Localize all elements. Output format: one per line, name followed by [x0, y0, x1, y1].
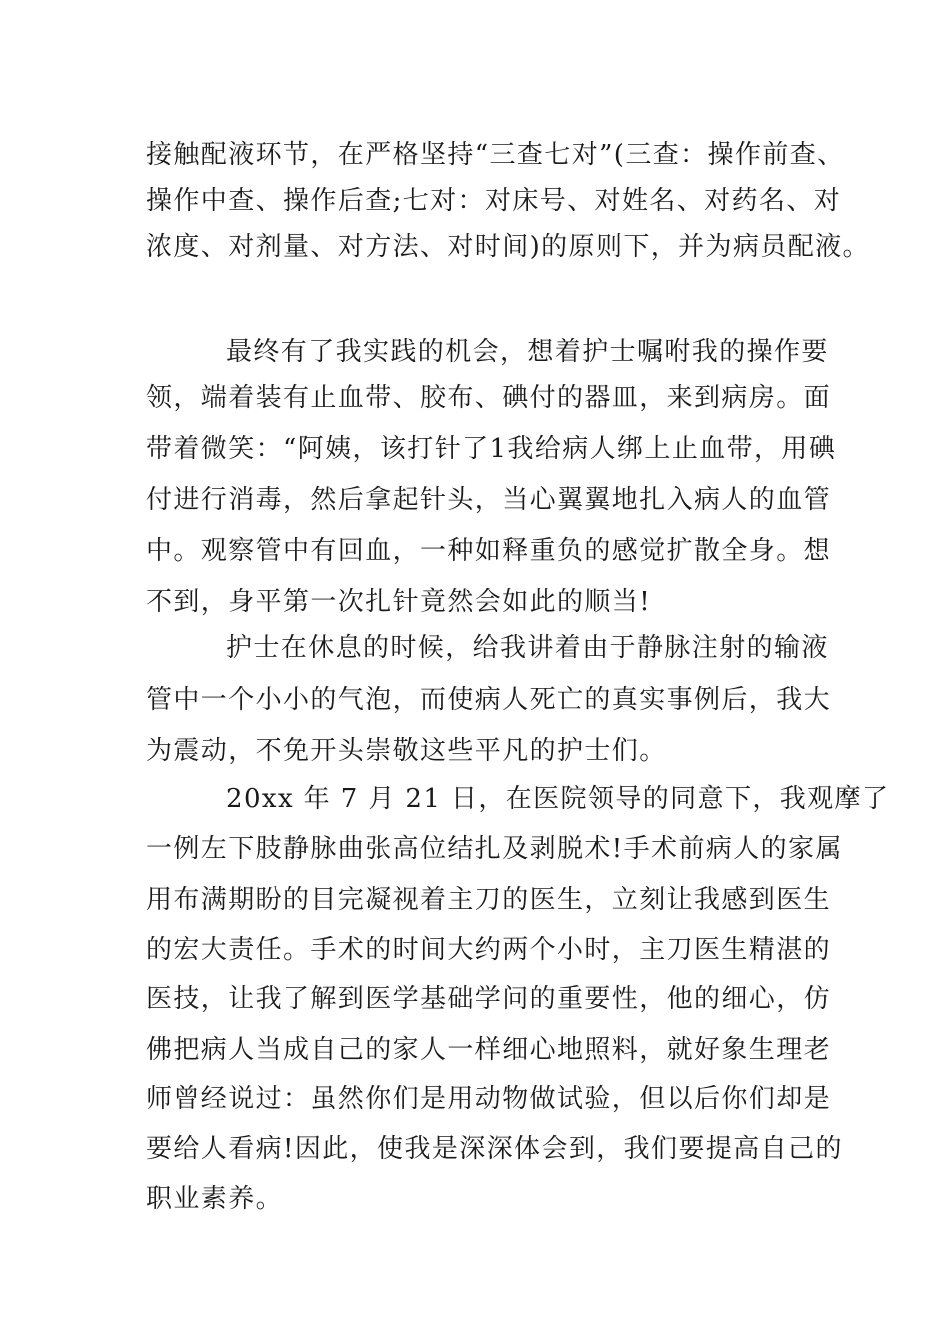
paragraph-2-line-3: 带着微笑：“阿姨，该打针了1我给病人绑上止血带，用碘 — [146, 434, 837, 464]
paragraph-2-line-2: 领，端着装有止血带、胶布、碘付的器皿，来到病房。面 — [146, 383, 832, 413]
paragraph-4-line-8: 要给人看病!因此，使我是深深体会到，我们要提高自己的 — [146, 1134, 843, 1164]
paragraph-4-line-9: 职业素养。 — [146, 1184, 284, 1214]
paragraph-4-line-5: 医技，让我了解到医学基础学问的重要性，他的细心，仿 — [146, 984, 832, 1014]
paragraph-4-line-4: 的宏大责任。手术的时间大约两个小时，主刀医生精湛的 — [146, 935, 832, 965]
paragraph-3-line-1: 护士在休息的时候，给我讲着由于静脉注射的输液 — [226, 633, 829, 663]
paragraph-4-line-7: 师曾经说过：虽然你们是用动物做试验，但以后你们却是 — [146, 1084, 832, 1114]
paragraph-4-line-6: 佛把病人当成自己的家人一样细心地照料，就好象生理老 — [146, 1035, 832, 1065]
paragraph-2-line-6: 不到，身平第一次扎针竟然会如此的顺当! — [146, 587, 652, 617]
paragraph-1-line-1: 接触配液环节，在严格坚持“三查七对”(三查：操作前查、 — [146, 140, 845, 170]
paragraph-1-line-2: 操作中查、操作后查;七对：对床号、对姓名、对药名、对 — [146, 186, 842, 216]
paragraph-2-line-1: 最终有了我实践的机会，想着护士嘱咐我的操作要 — [226, 337, 829, 367]
paragraph-3-line-2: 管中一个小小的气泡，而使病人死亡的真实事例后，我大 — [146, 685, 832, 715]
paragraph-2-line-4: 付进行消毒，然后拿起针头，当心翼翼地扎入病人的血管 — [146, 485, 832, 515]
paragraph-2-line-5: 中。观察管中有回血，一种如释重负的感觉扩散全身。想 — [146, 536, 832, 566]
paragraph-4-line-3: 用布满期盼的目完凝视着主刀的医生，立刻让我感到医生 — [146, 885, 832, 915]
paragraph-1-line-3: 浓度、对剂量、对方法、对时间)的原则下，并为病员配液。 — [146, 232, 870, 262]
paragraph-3-line-3: 为震动，不免开头崇敬这些平凡的护士们。 — [146, 736, 667, 766]
paragraph-4-line-2: 一例左下肢静脉曲张高位结扎及剥脱术!手术前病人的家属 — [146, 834, 843, 864]
paragraph-4-line-1: 20xx 年 7 月 21 日，在医院领导的同意下，我观摩了 — [226, 784, 890, 814]
